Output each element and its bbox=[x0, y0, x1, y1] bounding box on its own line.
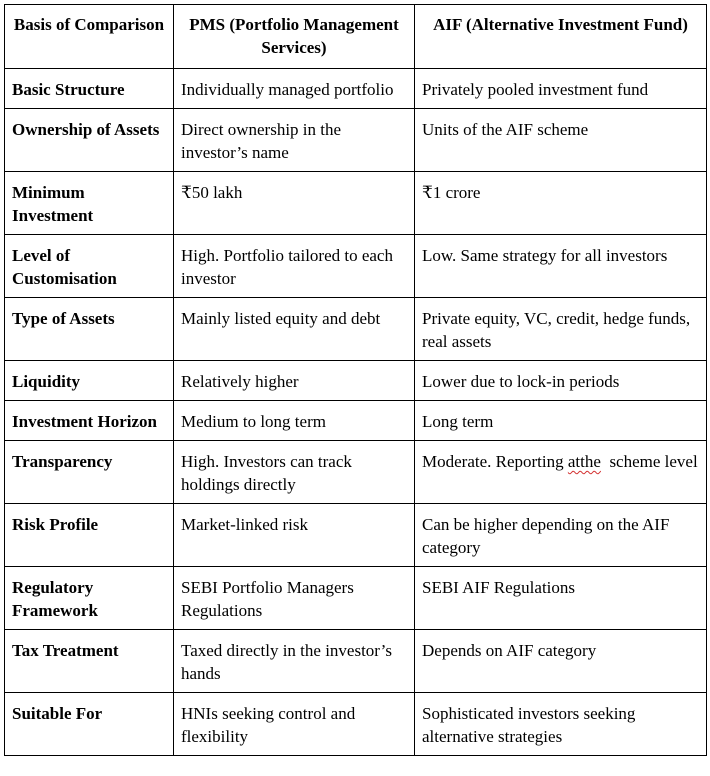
row-label: Transparency bbox=[5, 441, 174, 504]
table-row bbox=[5, 504, 707, 567]
table-row bbox=[5, 630, 707, 693]
table-row bbox=[5, 693, 707, 756]
pms-cell: High. Investors can track holdings directly bbox=[174, 441, 415, 504]
pms-cell: Direct ownership in the investor’s name bbox=[174, 109, 415, 172]
aif-cell: Privately pooled investment fund bbox=[415, 69, 707, 109]
table-row bbox=[5, 361, 707, 401]
aif-cell: Low. Same strategy for all investors bbox=[415, 235, 707, 298]
table-row bbox=[5, 235, 707, 298]
row-label: Risk Profile bbox=[5, 504, 174, 567]
table-header bbox=[5, 5, 707, 69]
header-aif: AIF (Alternative Investment Fund) bbox=[415, 5, 707, 69]
table-row bbox=[5, 401, 707, 441]
row-label: Basic Structure bbox=[5, 69, 174, 109]
row-label: Ownership of Assets bbox=[5, 109, 174, 172]
table-row bbox=[5, 441, 707, 504]
pms-cell: HNIs seeking control and flexibility bbox=[174, 693, 415, 756]
pms-cell: SEBI Portfolio Managers Regulations bbox=[174, 567, 415, 630]
row-label: Investment Horizon bbox=[5, 401, 174, 441]
row-label: Minimum Investment bbox=[5, 172, 174, 235]
pms-cell: Medium to long term bbox=[174, 401, 415, 441]
aif-cell: Units of the AIF scheme bbox=[415, 109, 707, 172]
pms-cell: Individually managed portfolio bbox=[174, 69, 415, 109]
aif-cell: Long term bbox=[415, 401, 707, 441]
table-row bbox=[5, 172, 707, 235]
pms-cell: Taxed directly in the investor’s hands bbox=[174, 630, 415, 693]
row-label: Type of Assets bbox=[5, 298, 174, 361]
row-label: Regulatory Framework bbox=[5, 567, 174, 630]
row-label: Tax Treatment bbox=[5, 630, 174, 693]
table-row bbox=[5, 109, 707, 172]
pms-cell: ₹50 lakh bbox=[174, 172, 415, 235]
pms-cell: Mainly listed equity and debt bbox=[174, 298, 415, 361]
pms-cell: High. Portfolio tailored to each investor bbox=[174, 235, 415, 298]
aif-text-suffix: scheme level bbox=[600, 452, 698, 471]
aif-cell: SEBI AIF Regulations bbox=[415, 567, 707, 630]
aif-cell bbox=[415, 441, 707, 504]
aif-text-prefix: Moderate. Reporting bbox=[422, 452, 568, 471]
row-label: Liquidity bbox=[5, 361, 174, 401]
row-label: Level of Customisation bbox=[5, 235, 174, 298]
aif-cell: Private equity, VC, credit, hedge funds, real assets bbox=[415, 298, 707, 361]
aif-cell: Depends on AIF category bbox=[415, 630, 707, 693]
header-pms: PMS (Portfolio Management Services) bbox=[174, 5, 415, 69]
pms-cell: Relatively higher bbox=[174, 361, 415, 401]
row-label: Suitable For bbox=[5, 693, 174, 756]
table-body bbox=[5, 69, 707, 756]
table-row bbox=[5, 567, 707, 630]
pms-cell: Market-linked risk bbox=[174, 504, 415, 567]
spellcheck-marked-word: atthe bbox=[567, 452, 601, 471]
header-basis: Basis of Comparison bbox=[5, 5, 174, 69]
aif-cell: Lower due to lock-in periods bbox=[415, 361, 707, 401]
table-row bbox=[5, 298, 707, 361]
header-row bbox=[5, 5, 707, 69]
aif-cell: ₹1 crore bbox=[415, 172, 707, 235]
aif-cell: Can be higher depending on the AIF category bbox=[415, 504, 707, 567]
aif-cell: Sophisticated investors seeking alternative strategies bbox=[415, 693, 707, 756]
comparison-table bbox=[4, 4, 707, 756]
table-row bbox=[5, 69, 707, 109]
